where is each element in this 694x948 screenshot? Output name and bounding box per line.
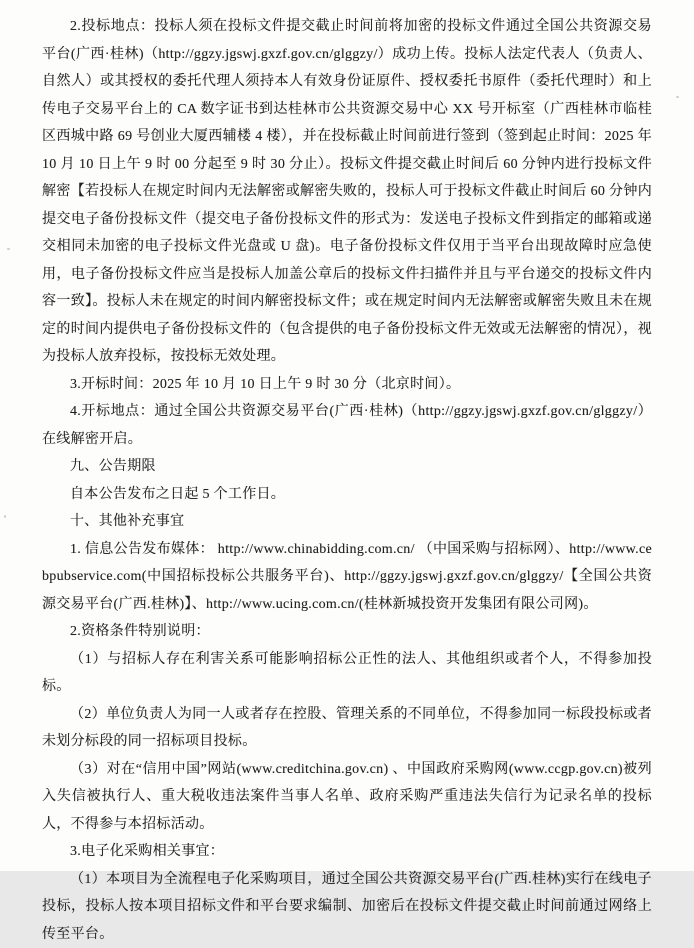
scan-speck bbox=[7, 248, 10, 250]
paragraph-e-procurement-item-1: （1）本项目为全流程电子化采购项目，通过全国公共资源交易平台(广西.桂林)实行在线电子投标，投标人按本项目招标文件和平台要求编制、加密后在投标文件提交截止时间前通过网络上传至平台。 bbox=[42, 866, 652, 948]
heading-announcement-period: 九、公告期限 bbox=[42, 453, 652, 481]
heading-other-matters: 十、其他补充事宜 bbox=[42, 508, 652, 536]
paragraph-announcement-period: 自本公告发布之日起 5 个工作日。 bbox=[42, 481, 652, 509]
paragraph-info-media: 1. 信息公告发布媒体： http://www.chinabidding.com.cn/ （中国采购与招标网）、http://www.cebpubservice.com(中国招标投标公共服务平台)、http://ggzy.jgswj.gxzf.gov.cn/glggzy/【全国公共资源交易平台(广西.桂林)】、http://www.ucing.com.cn/(桂林新城投资开发集团有限公司网)。 bbox=[42, 536, 652, 619]
paragraph-opening-place: 4.开标地点：通过全国公共资源交易平台(广西·桂林)（http://ggzy.jgswj.gxzf.gov.cn/glggzy/）在线解密开启。 bbox=[42, 398, 652, 453]
paragraph-opening-time: 3.开标时间：2025 年 10 月 10 日上午 9 时 30 分（北京时间）。 bbox=[42, 371, 652, 399]
paragraph-qualification-item-2: （2）单位负责人为同一人或者存在控股、管理关系的不同单位，不得参加同一标段投标或者未划分标段的同一招标项目投标。 bbox=[42, 701, 652, 756]
paragraph-e-procurement-title: 3.电子化采购相关事宜： bbox=[42, 838, 652, 866]
paragraph-qualification-title: 2.资格条件特别说明： bbox=[42, 618, 652, 646]
scan-speck bbox=[4, 515, 6, 518]
paragraph-bid-location: 2.投标地点：投标人须在投标文件提交截止时间前将加密的投标文件通过全国公共资源交易平台(广西·桂林)（http://ggzy.jgswj.gxzf.gov.cn/glggzy/）成功上传。投标人法定代表人（负责人、自然人）或其授权的委托代理人须持本人有效身份证原件、授权委托书原件（委托代理时）和上传电子交易平台上的 CA 数字证书到达桂林市公共资源交易中心 XX 号开标室（广西桂林市临桂区西城中路 69 号创业大厦西辅楼 4 楼），并在投标截止时间前进行签到（签到起止时间：2025 年 10 月 10 日上午 9 时 00 分起至 9 时 30 分止）。投标文件提交截止时间后 60 分钟内进行投标文件解密【若投标人在规定时间内无法解密或解密失败的，投标人可于投标文件截止时间后 60 分钟内提交电子备份投标文件（提交电子备份投标文件的形式为：发送电子投标文件到指定的邮箱或递交相同未加密的电子投标文件光盘或 U 盘)。电子备份投标文件仅用于当平台出现故障时应急使用，电子备份投标文件应当是投标人加盖公章后的投标文件扫描件并且与平台递交的投标文件内容一致】。投标人未在规定的时间内解密投标文件；或在规定时间内无法解密或解密失败且未在规定的时间内提供电子备份投标文件的（包含提供的电子备份投标文件无效或无法解密的情况），视为投标人放弃投标，按投标无效处理。 bbox=[42, 13, 652, 371]
paragraph-qualification-item-3: （3）对在“信用中国”网站(www.creditchina.gov.cn) 、中国政府采购网(www.ccgp.gov.cn)被列入失信被执行人、重大税收违法案件当事人名单、政府采购严重违法失信行为记录名单的投标人，不得参与本招标活动。 bbox=[42, 756, 652, 839]
scan-speck bbox=[676, 96, 679, 98]
paragraph-qualification-item-1: （1）与招标人存在利害关系可能影响招标公正性的法人、其他组织或者个人，不得参加投标。 bbox=[42, 646, 652, 701]
